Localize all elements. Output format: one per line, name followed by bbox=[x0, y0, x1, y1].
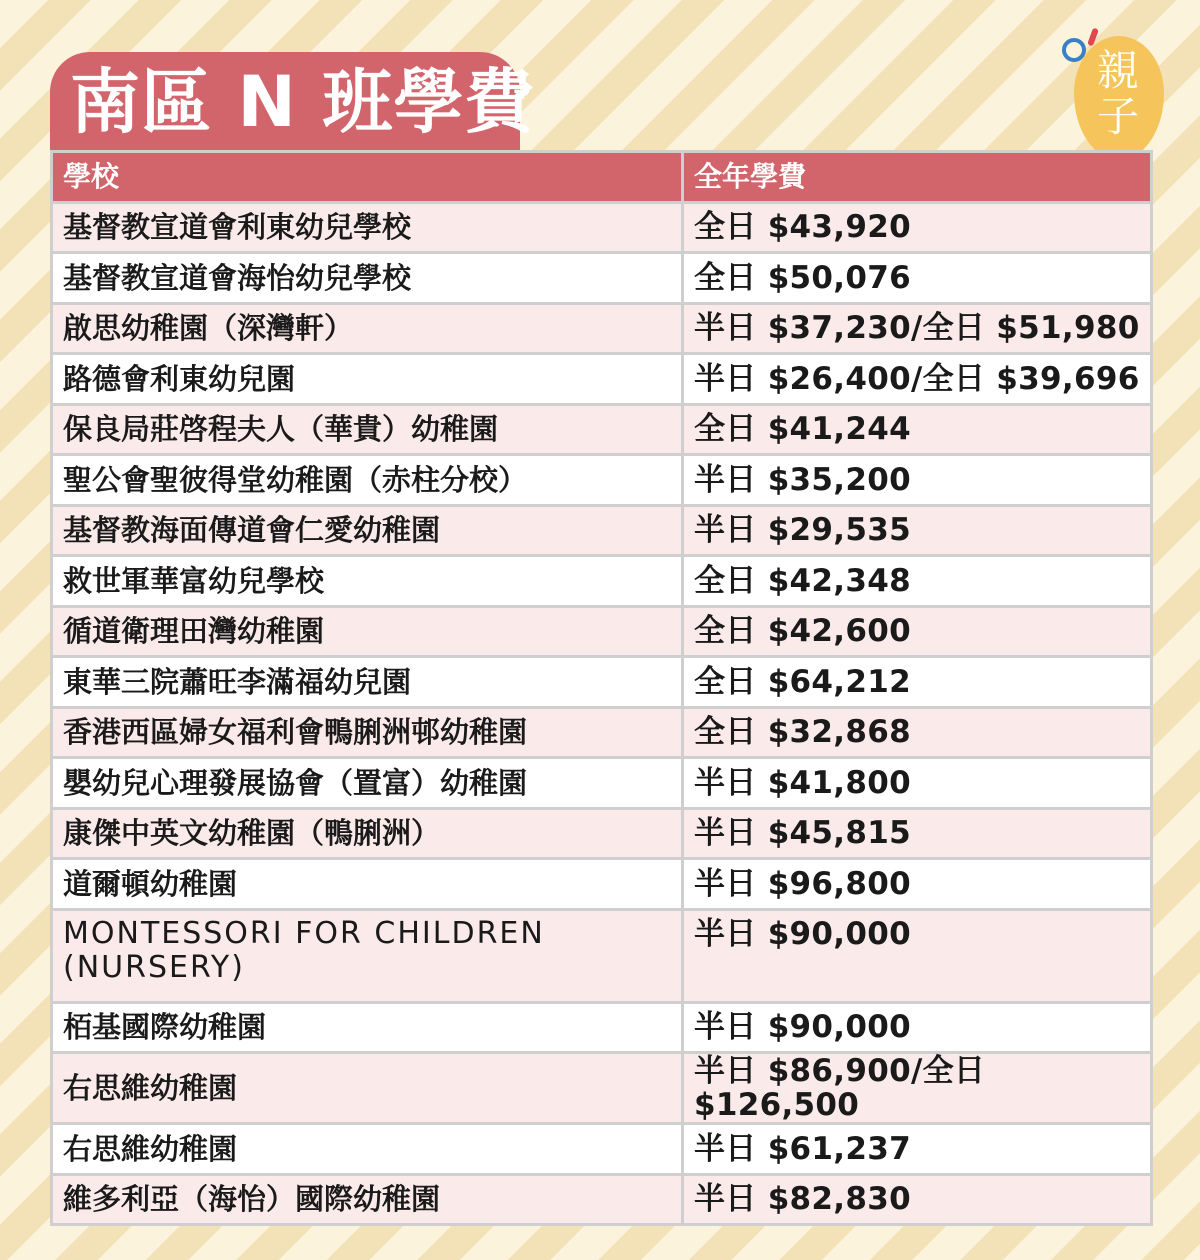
school-fee: 半日 $86,900/全日 $126,500 bbox=[684, 1054, 1150, 1122]
school-name: 嬰幼兒心理發展協會（置富）幼稚園 bbox=[53, 759, 684, 807]
fee-table bbox=[50, 150, 1153, 1226]
table-row bbox=[53, 709, 1150, 757]
school-name: 救世軍華富幼兒學校 bbox=[53, 557, 684, 605]
header-school: 學校 bbox=[53, 153, 684, 201]
school-name: 右思維幼稚園 bbox=[53, 1054, 684, 1122]
table-row bbox=[53, 810, 1150, 858]
page-title: 南區 N 班學費 bbox=[70, 61, 536, 143]
school-name: MONTESSORI FOR CHILDREN (NURSERY) bbox=[53, 911, 684, 1001]
school-name: 香港西區婦女福利會鴨脷洲邨幼稚園 bbox=[53, 709, 684, 757]
school-name: 栢基國際幼稚園 bbox=[53, 1004, 684, 1052]
school-fee: 全日 $42,600 bbox=[684, 608, 1150, 656]
school-fee: 全日 $32,868 bbox=[684, 709, 1150, 757]
table-row bbox=[53, 1125, 1150, 1173]
table-row bbox=[53, 608, 1150, 656]
school-fee: 全日 $64,212 bbox=[684, 658, 1150, 706]
school-name: 啟思幼稚園（深灣軒） bbox=[53, 305, 684, 353]
table-row bbox=[53, 456, 1150, 504]
school-name: 聖公會聖彼得堂幼稚園（赤柱分校） bbox=[53, 456, 684, 504]
table-row bbox=[53, 406, 1150, 454]
school-fee: 半日 $41,800 bbox=[684, 759, 1150, 807]
table-row bbox=[53, 355, 1150, 403]
school-name: 路德會利東幼兒園 bbox=[53, 355, 684, 403]
school-fee: 半日 $45,815 bbox=[684, 810, 1150, 858]
school-fee: 半日 $82,830 bbox=[684, 1176, 1150, 1224]
school-fee: 半日 $35,200 bbox=[684, 456, 1150, 504]
table-row bbox=[53, 1054, 1150, 1122]
school-fee: 全日 $43,920 bbox=[684, 204, 1150, 252]
school-fee: 半日 $26,400/全日 $39,696 bbox=[684, 355, 1150, 403]
brand-logo bbox=[1060, 28, 1170, 141]
table-row bbox=[53, 305, 1150, 353]
logo-ring-icon bbox=[1062, 38, 1086, 62]
table-row bbox=[53, 254, 1150, 302]
school-fee: 全日 $50,076 bbox=[684, 254, 1150, 302]
school-name: 循道衛理田灣幼稚園 bbox=[53, 608, 684, 656]
school-name: 基督教海面傳道會仁愛幼稚園 bbox=[53, 507, 684, 555]
school-name: 基督教宣道會海怡幼兒學校 bbox=[53, 254, 684, 302]
logo-text: 親子 bbox=[1096, 46, 1139, 141]
table-row bbox=[53, 507, 1150, 555]
school-fee: 全日 $42,348 bbox=[684, 557, 1150, 605]
school-name: 東華三院蕭旺李滿福幼兒園 bbox=[53, 658, 684, 706]
table-row bbox=[53, 1176, 1150, 1224]
school-name: 保良局莊啓程夫人（華貴）幼稚園 bbox=[53, 406, 684, 454]
table-row bbox=[53, 860, 1150, 908]
school-name: 維多利亞（海怡）國際幼稚園 bbox=[53, 1176, 684, 1224]
school-name: 康傑中英文幼稚園（鴨脷洲） bbox=[53, 810, 684, 858]
table-row bbox=[53, 658, 1150, 706]
school-name: 道爾頓幼稚園 bbox=[53, 860, 684, 908]
header-fee: 全年學費 bbox=[684, 153, 1150, 201]
school-fee: 半日 $90,000 bbox=[684, 1004, 1150, 1052]
table-row bbox=[53, 759, 1150, 807]
table-row bbox=[53, 204, 1150, 252]
school-fee: 半日 $90,000 bbox=[684, 911, 1150, 1001]
table-row bbox=[53, 557, 1150, 605]
table-header-row bbox=[53, 153, 1150, 201]
school-name: 右思維幼稚園 bbox=[53, 1125, 684, 1173]
school-fee: 全日 $41,244 bbox=[684, 406, 1150, 454]
table-row bbox=[53, 911, 1150, 1001]
school-fee: 半日 $37,230/全日 $51,980 bbox=[684, 305, 1150, 353]
school-fee: 半日 $96,800 bbox=[684, 860, 1150, 908]
school-name: 基督教宣道會利東幼兒學校 bbox=[53, 204, 684, 252]
school-fee: 半日 $61,237 bbox=[684, 1125, 1150, 1173]
fee-table-grid bbox=[53, 150, 1150, 1226]
table-row bbox=[53, 1004, 1150, 1052]
school-fee: 半日 $29,535 bbox=[684, 507, 1150, 555]
